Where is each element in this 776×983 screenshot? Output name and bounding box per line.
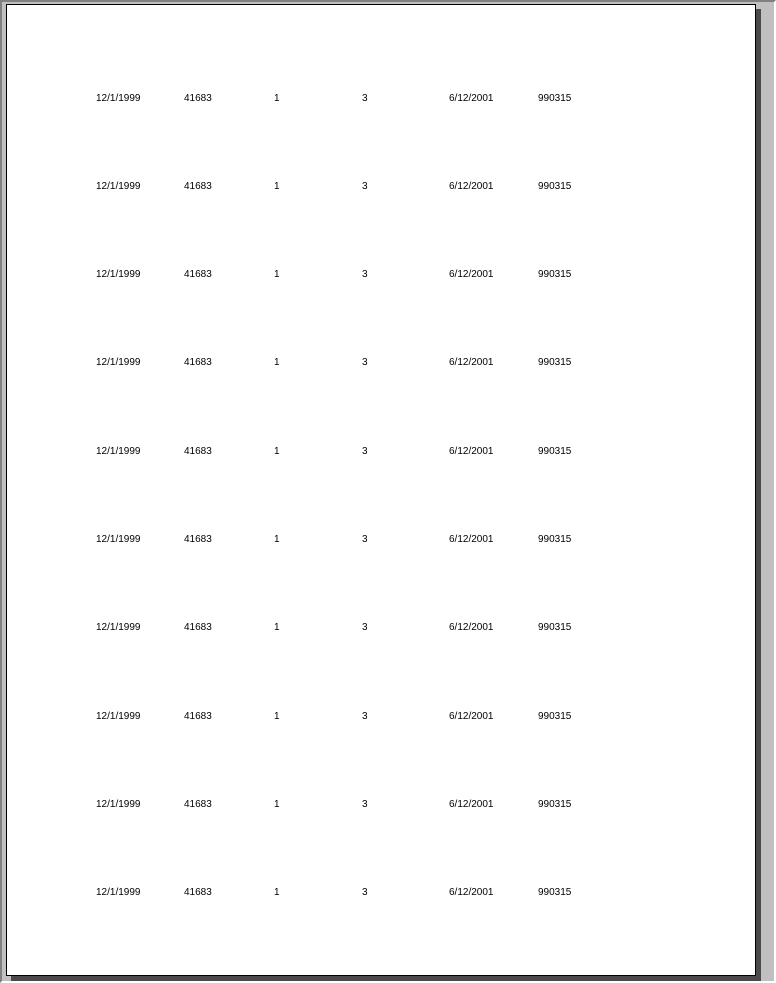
row-id: 41683 [184,93,212,104]
row-col4: 3 [362,357,368,368]
row-col3: 1 [274,711,280,722]
row-col4: 3 [362,711,368,722]
row-code: 990315 [538,622,572,633]
row-date-end: 6/12/2001 [449,534,494,545]
row-col4: 3 [362,181,368,192]
row-col4: 3 [362,93,368,104]
row-code: 990315 [538,269,572,280]
row-date-end: 6/12/2001 [449,887,494,898]
row-col3: 1 [274,887,280,898]
row-id: 41683 [184,269,212,280]
row-col4: 3 [362,799,368,810]
report-row [7,180,755,194]
row-date-start: 12/1/1999 [96,93,141,104]
row-col3: 1 [274,622,280,633]
report-row [7,533,755,547]
row-col3: 1 [274,534,280,545]
report-row [7,268,755,282]
row-code: 990315 [538,711,572,722]
row-col4: 3 [362,446,368,457]
row-id: 41683 [184,622,212,633]
row-id: 41683 [184,887,212,898]
row-code: 990315 [538,799,572,810]
row-date-end: 6/12/2001 [449,799,494,810]
row-date-start: 12/1/1999 [96,446,141,457]
row-col4: 3 [362,887,368,898]
row-date-start: 12/1/1999 [96,711,141,722]
row-col3: 1 [274,799,280,810]
row-code: 990315 [538,887,572,898]
row-code: 990315 [538,357,572,368]
row-code: 990315 [538,181,572,192]
row-date-end: 6/12/2001 [449,446,494,457]
row-id: 41683 [184,534,212,545]
row-id: 41683 [184,181,212,192]
report-row [7,886,755,900]
row-date-start: 12/1/1999 [96,181,141,192]
row-date-start: 12/1/1999 [96,357,141,368]
row-date-end: 6/12/2001 [449,357,494,368]
row-date-end: 6/12/2001 [449,93,494,104]
row-col4: 3 [362,534,368,545]
row-date-end: 6/12/2001 [449,711,494,722]
row-id: 41683 [184,446,212,457]
row-id: 41683 [184,357,212,368]
row-date-end: 6/12/2001 [449,181,494,192]
row-date-start: 12/1/1999 [96,887,141,898]
report-row [7,356,755,370]
row-date-start: 12/1/1999 [96,799,141,810]
page-shadow-bottom [11,976,761,981]
row-date-end: 6/12/2001 [449,269,494,280]
report-row [7,92,755,106]
row-col3: 1 [274,93,280,104]
report-row [7,445,755,459]
page-shadow-right [756,9,761,981]
row-col3: 1 [274,181,280,192]
row-col4: 3 [362,622,368,633]
report-row [7,710,755,724]
report-row [7,798,755,812]
row-date-start: 12/1/1999 [96,269,141,280]
row-date-start: 12/1/1999 [96,534,141,545]
row-col3: 1 [274,269,280,280]
row-id: 41683 [184,711,212,722]
report-page [6,4,756,976]
row-col4: 3 [362,269,368,280]
row-date-end: 6/12/2001 [449,622,494,633]
row-col3: 1 [274,446,280,457]
row-id: 41683 [184,799,212,810]
row-code: 990315 [538,534,572,545]
report-row [7,621,755,635]
row-code: 990315 [538,93,572,104]
row-col3: 1 [274,357,280,368]
row-code: 990315 [538,446,572,457]
row-date-start: 12/1/1999 [96,622,141,633]
